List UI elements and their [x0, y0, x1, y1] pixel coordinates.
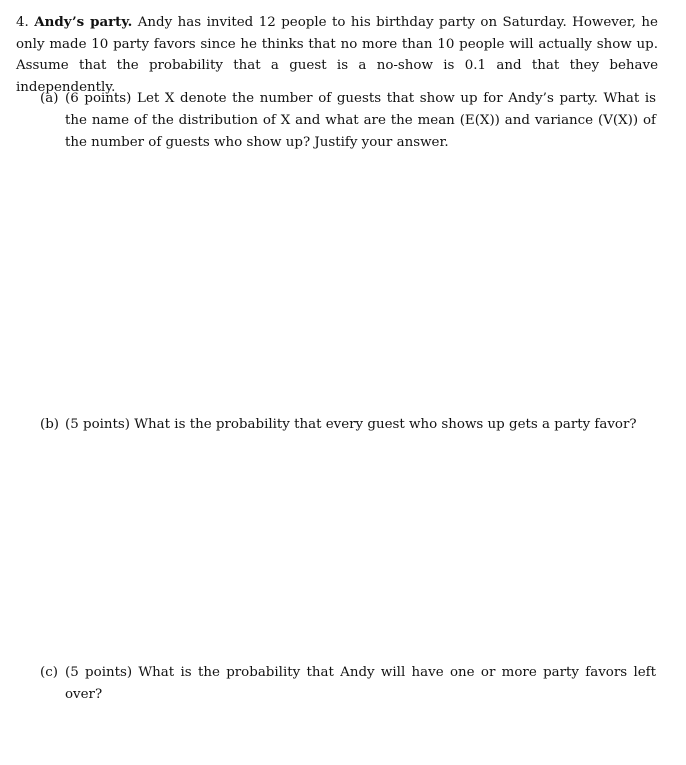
problem-intro: Andy has invited 12 people to his birthday party on Saturday. However, he only made 10 party favors since he thinks that no more than 10 people will actually show up. Assume that the probability that a guest is a no-show is 0.1 and that they behave independently. — [16, 15, 658, 95]
part-b-text: What is the probability that every guest who shows up gets a party favor? — [134, 417, 637, 432]
part-c — [40, 662, 656, 706]
problem-title: Andy’s party. — [34, 14, 133, 30]
problem-number: 4. — [16, 15, 29, 30]
part-b-points: (5 points) — [65, 417, 131, 432]
part-a-label: (a) — [40, 91, 59, 106]
part-c-points: (5 points) — [65, 665, 133, 680]
part-a-text: Let X denote the number of guests that show up for Andy’s party. What is the name of the distribution of X and what are the mean (E(X)) and variance (V(X)) of the number of guests who show up? Justify your answer. — [65, 91, 656, 150]
part-b-label: (b) — [40, 417, 60, 432]
part-a-points: (6 points) — [65, 91, 132, 106]
part-a — [40, 88, 656, 154]
part-c-label: (c) — [40, 665, 58, 680]
part-b — [40, 414, 656, 436]
part-c-text: What is the probability that Andy will have one or more party favors left over? — [65, 665, 656, 702]
problem-4 — [16, 12, 658, 98]
